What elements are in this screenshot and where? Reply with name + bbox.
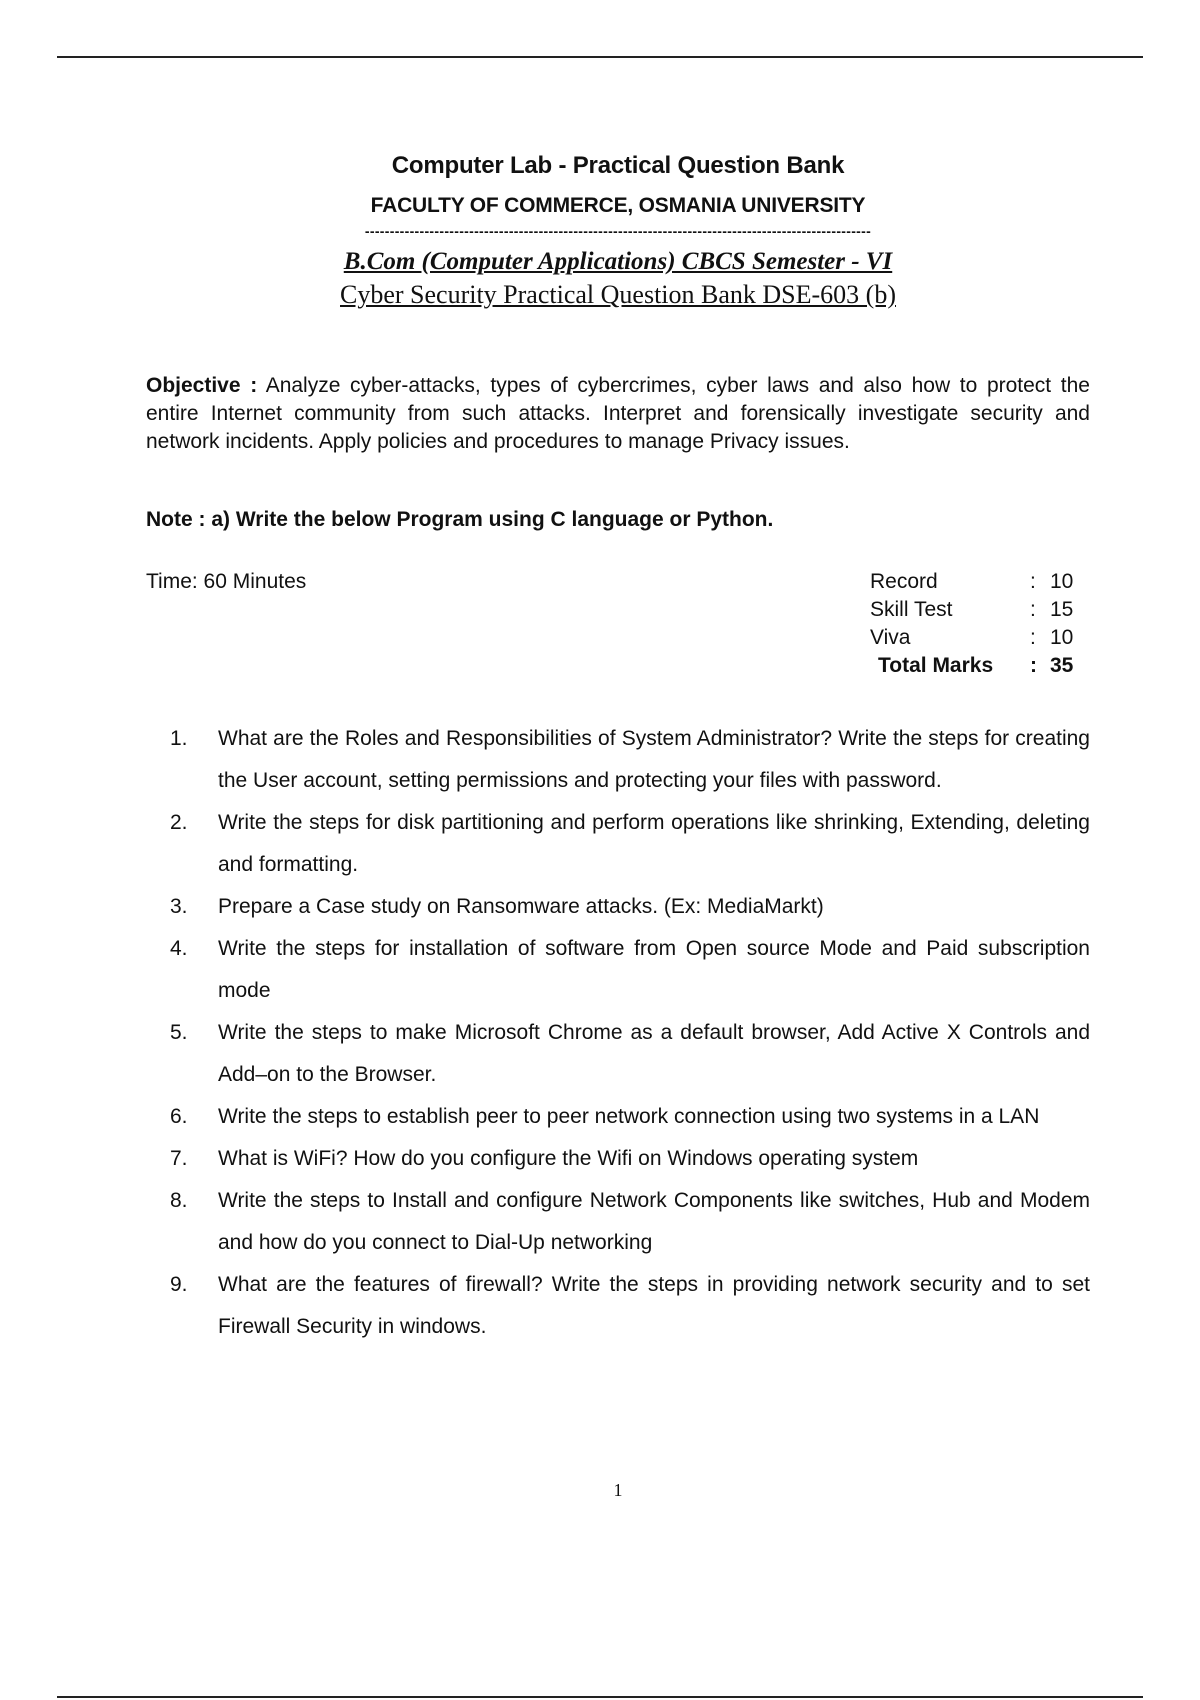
total-marks-label: Total Marks xyxy=(878,654,994,677)
question-number: 1. xyxy=(170,727,188,750)
question-item xyxy=(170,718,1090,802)
question-text: Write the steps for installation of software from Open source Mode and Paid subscription mode xyxy=(218,937,1090,1002)
marks-row xyxy=(870,568,1092,596)
time-allowed: Time: 60 Minutes xyxy=(146,570,307,593)
question-text: Write the steps to establish peer to peer network connection using two systems in a LAN xyxy=(218,1105,1040,1128)
subject-title: Cyber Security Practical Question Bank DSE-603 (b) xyxy=(340,280,896,309)
objective-paragraph xyxy=(146,372,1090,456)
question-text: What are the Roles and Responsibilities of System Administrator? Write the steps for creating the User account, setting permissions and protecting your files with password. xyxy=(218,727,1090,792)
question-text: Write the steps to make Microsoft Chrome as a default browser, Add Active X Controls and Add–on to the Browser. xyxy=(218,1021,1090,1086)
question-number: 2. xyxy=(170,811,188,834)
marks-label: Skill Test xyxy=(870,598,953,621)
question-list xyxy=(170,718,1090,1348)
question-item xyxy=(170,1096,1090,1138)
marks-colon: : xyxy=(1030,654,1037,677)
question-text: Prepare a Case study on Ransomware attacks. (Ex: MediaMarkt) xyxy=(218,895,824,918)
total-marks-value: 35 xyxy=(1050,654,1074,677)
question-item xyxy=(170,1264,1090,1348)
course-title: B.Com (Computer Applications) CBCS Semester - VI xyxy=(343,248,893,275)
note-line: Note : a) Write the below Program using C language or Python. xyxy=(146,508,774,531)
question-number: 8. xyxy=(170,1189,188,1212)
bottom-rule xyxy=(57,1696,1143,1698)
marks-colon: : xyxy=(1030,570,1036,593)
question-item xyxy=(170,1180,1090,1264)
marks-row xyxy=(870,624,1092,652)
question-item xyxy=(170,1012,1090,1096)
question-number: 5. xyxy=(170,1021,188,1044)
page-number: 1 xyxy=(613,1480,623,1500)
question-item xyxy=(170,1138,1090,1180)
question-item xyxy=(170,802,1090,886)
question-number: 4. xyxy=(170,937,188,960)
header-separator: ------------------------------------------------------------------------------------------------------ xyxy=(364,225,872,237)
marks-value: 15 xyxy=(1050,598,1074,621)
marks-value: 10 xyxy=(1050,626,1074,649)
marks-value: 10 xyxy=(1050,570,1074,593)
question-number: 6. xyxy=(170,1105,188,1128)
objective-label: Objective : xyxy=(146,374,258,397)
question-item xyxy=(170,928,1090,1012)
marks-table xyxy=(870,568,1092,680)
document-header xyxy=(0,150,1200,311)
faculty-name: FACULTY OF COMMERCE, OSMANIA UNIVERSITY xyxy=(370,194,866,217)
marks-label: Viva xyxy=(870,626,911,649)
document-title: Computer Lab - Practical Question Bank xyxy=(391,152,845,179)
objective-text: Analyze cyber-attacks, types of cybercrimes, cyber laws and also how to protect the entire Internet community from such attacks. Interpret and forensically investigate security and network incidents. Apply policies and procedures to manage Privacy issues. xyxy=(146,374,1090,453)
marks-colon: : xyxy=(1030,598,1036,621)
question-text: Write the steps for disk partitioning and perform operations like shrinking, Extending, deleting and formatting. xyxy=(218,811,1090,876)
question-text: What is WiFi? How do you configure the Wifi on Windows operating system xyxy=(218,1147,919,1170)
question-number: 3. xyxy=(170,895,188,918)
question-item xyxy=(170,886,1090,928)
total-marks-row xyxy=(870,652,1092,680)
question-number: 9. xyxy=(170,1273,188,1296)
marks-label: Record xyxy=(870,570,938,593)
question-number: 7. xyxy=(170,1147,188,1170)
question-text: Write the steps to Install and configure Network Components like switches, Hub and Modem and how do you connect to Dial-Up networking xyxy=(218,1189,1090,1254)
marks-colon: : xyxy=(1030,626,1036,649)
question-text: What are the features of firewall? Write the steps in providing network security and to set Firewall Security in windows. xyxy=(218,1273,1090,1338)
marks-row xyxy=(870,596,1092,624)
top-rule xyxy=(57,56,1143,58)
